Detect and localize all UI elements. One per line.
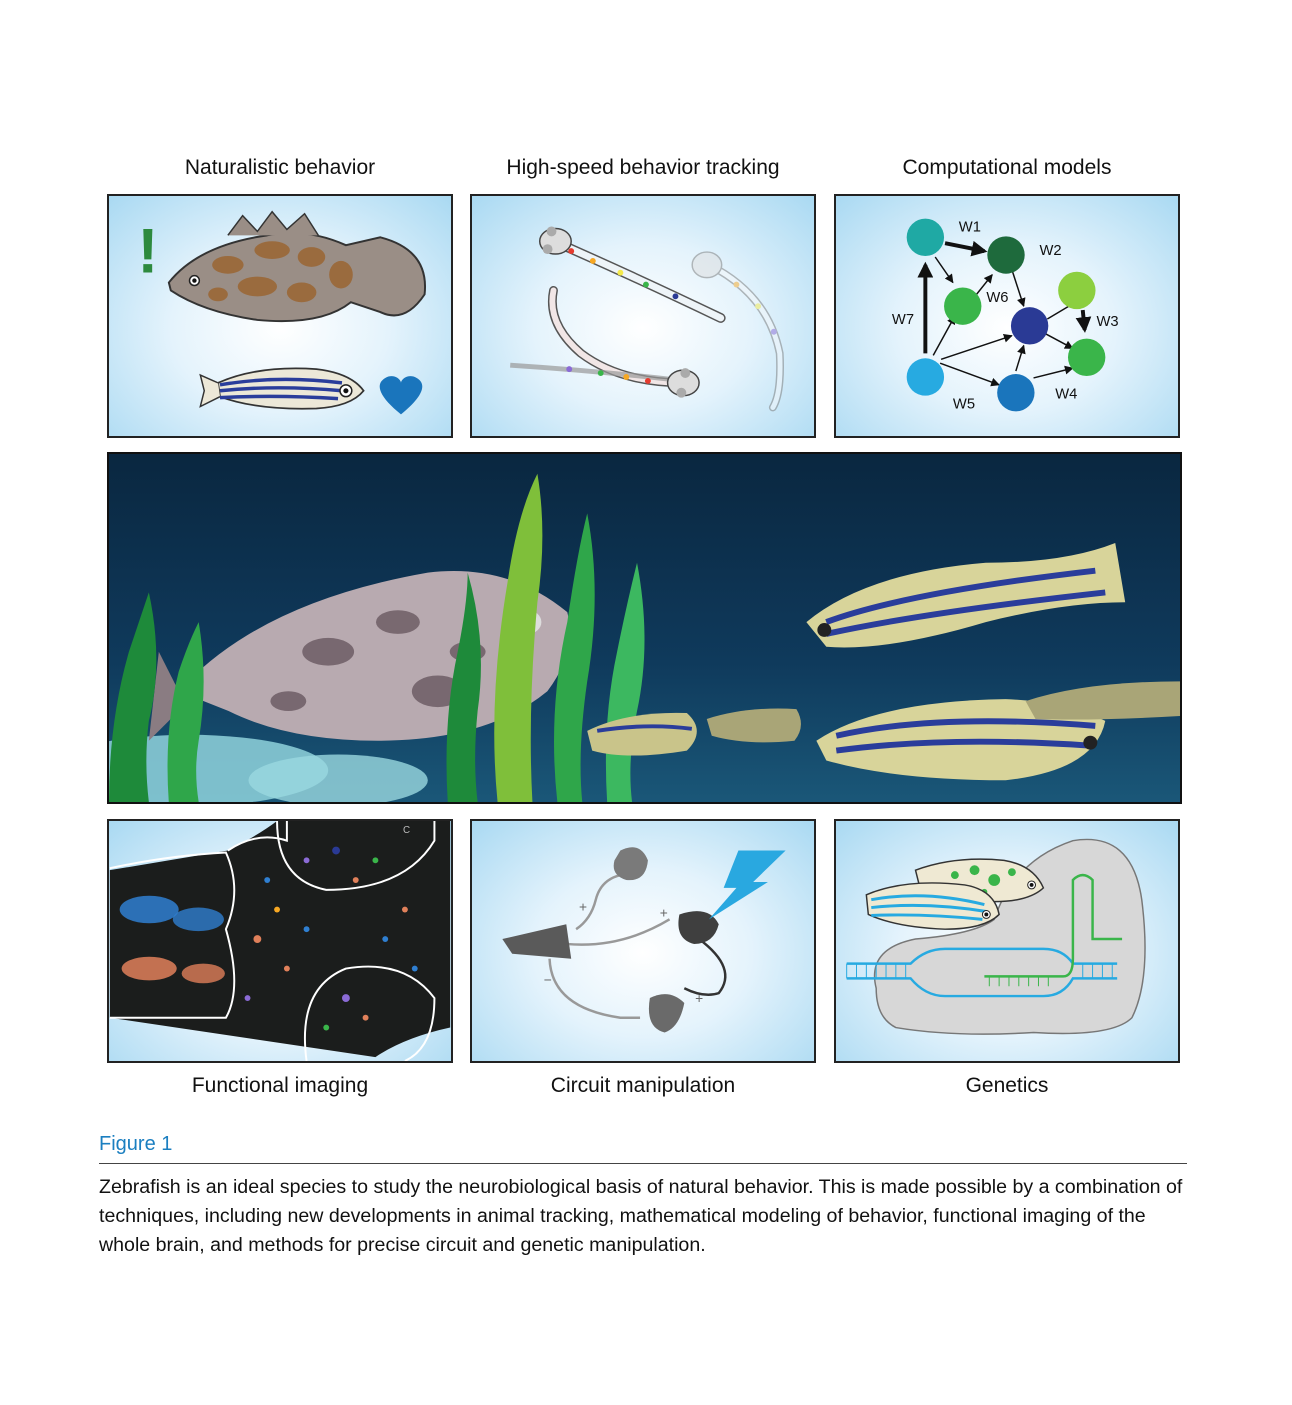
network-node xyxy=(907,219,944,256)
weight-label: W2 xyxy=(1039,243,1062,260)
network-node xyxy=(997,374,1034,411)
panel-title-functional-imaging: Functional imaging xyxy=(191,1074,369,1097)
panel-title-genetics: Genetics xyxy=(965,1074,1049,1097)
panel-title-naturalistic-behavior: Naturalistic behavior xyxy=(184,156,376,179)
heart-icon xyxy=(380,376,423,414)
zebrafish-icon xyxy=(200,368,363,408)
network-node xyxy=(1058,272,1095,309)
weight-label: W5 xyxy=(952,396,976,413)
panel-title-behavior-tracking: High-speed behavior tracking xyxy=(506,156,780,179)
underwater-scene xyxy=(107,452,1182,804)
larva-tracking-illustration xyxy=(472,196,814,436)
panel-circuit-manipulation xyxy=(470,819,816,1063)
network-diagram xyxy=(836,196,1178,436)
weight-label: W4 xyxy=(1055,386,1078,403)
tracked-larva xyxy=(540,226,721,317)
panel-title-circuit-manipulation: Circuit manipulation xyxy=(550,1074,736,1097)
panel-functional-imaging xyxy=(107,819,453,1063)
network-node xyxy=(907,358,944,395)
lightning-bolt-icon xyxy=(709,851,786,920)
weight-label: W7 xyxy=(891,311,915,328)
tracked-larva-curved xyxy=(510,290,699,397)
neuron xyxy=(649,994,684,1032)
synapse-sign: + xyxy=(695,990,704,1006)
network-node xyxy=(1011,307,1048,344)
neuron xyxy=(614,847,648,880)
orientation-label: C xyxy=(402,824,411,836)
weight-label: W3 xyxy=(1096,313,1119,330)
panel-genetics xyxy=(834,819,1180,1063)
network-node xyxy=(944,287,981,324)
synapse-sign: + xyxy=(659,905,668,921)
weight-label: W1 xyxy=(958,219,981,236)
figure-caption: Zebrafish is an ideal species to study the neurobiological basis of natural behavior. This is made possible by a combination of techniques, including new developments in animal tracking, mathematical modeling of behavior, functional imaging of the whole brain, and methods for precise circuit and genetic manipulation. xyxy=(99,1176,1183,1256)
naturalistic-behavior-illustration xyxy=(109,196,451,436)
panel-naturalistic-behavior xyxy=(107,194,453,438)
network-node xyxy=(1068,339,1105,376)
underwater-illustration xyxy=(109,454,1180,802)
synapse-sign: − xyxy=(543,972,552,988)
panel-computational-models xyxy=(834,194,1180,438)
weight-label: W6 xyxy=(986,290,1009,307)
panel-title-computational-models: Computational models xyxy=(902,156,1112,179)
genetics-illustration xyxy=(836,821,1178,1061)
figure-label: Figure 1 xyxy=(99,1133,173,1155)
neuron xyxy=(502,924,571,958)
panel-behavior-tracking xyxy=(470,194,816,438)
network-node xyxy=(987,236,1024,273)
circuit-diagram xyxy=(472,821,814,1061)
zebrafish-icon xyxy=(866,883,999,929)
tracked-larva-faded xyxy=(692,252,780,407)
grouper-fish-icon xyxy=(169,212,425,321)
brain-imaging-illustration xyxy=(109,821,451,1061)
synapse-sign: + xyxy=(579,899,588,915)
exclamation-icon: ! xyxy=(137,216,159,287)
caption-divider xyxy=(99,1163,1187,1164)
